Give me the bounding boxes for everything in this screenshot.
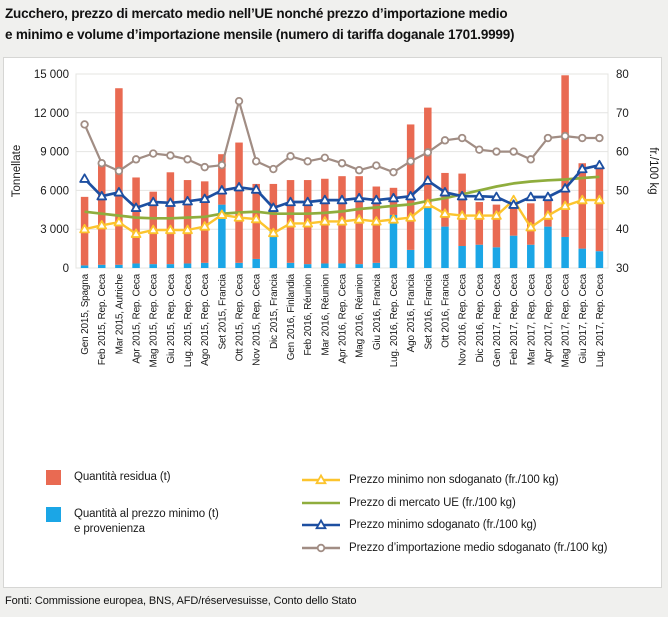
svg-text:Giu 2015, Rep. Ceca: Giu 2015, Rep. Ceca bbox=[165, 274, 177, 364]
svg-text:Mar 2017, Rep. Ceca: Mar 2017, Rep. Ceca bbox=[526, 274, 538, 366]
legend-item-prezzo-minimo bbox=[46, 507, 301, 538]
legend-prezzo-minimo-label bbox=[74, 507, 219, 538]
chart-legend bbox=[4, 470, 661, 556]
svg-text:Feb 2017, Rep. Ceca: Feb 2017, Rep. Ceca bbox=[509, 274, 521, 366]
legend-minimo-non-sdoganato-label: Prezzo minimo non sdoganato (fr./100 kg) bbox=[349, 474, 559, 486]
svg-text:60: 60 bbox=[616, 146, 629, 159]
svg-text:40: 40 bbox=[616, 224, 629, 237]
yellow-triangle-line-icon bbox=[301, 473, 341, 486]
svg-text:Mag 2017, Rep. Ceca: Mag 2017, Rep. Ceca bbox=[560, 274, 572, 368]
svg-text:Apr 2017, Rep. Ceca: Apr 2017, Rep. Ceca bbox=[543, 274, 555, 364]
legend-mercato-ue-label: Prezzo di mercato UE (fr./100 kg) bbox=[349, 496, 516, 509]
svg-text:Set 2015, Francia: Set 2015, Francia bbox=[217, 274, 229, 350]
svg-text:Feb 2016, Réunion: Feb 2016, Réunion bbox=[303, 274, 315, 356]
legend-importazione-medio-label: Prezzo d’importazione medio sdoganato (fr./100 kg) bbox=[349, 541, 608, 554]
svg-text:Set 2016, Francia: Set 2016, Francia bbox=[423, 274, 435, 350]
svg-text:Gen 2017, Rep. Ceca: Gen 2017, Rep. Ceca bbox=[491, 274, 503, 367]
prezzo-minimo-swatch-icon bbox=[46, 507, 61, 522]
svg-text:Tonnellate: Tonnellate bbox=[11, 144, 23, 198]
svg-text:Feb 2015, Rep. Ceca: Feb 2015, Rep. Ceca bbox=[97, 274, 109, 366]
svg-text:80: 80 bbox=[616, 69, 629, 81]
chart-box bbox=[3, 57, 662, 588]
svg-text:30: 30 bbox=[616, 263, 629, 275]
svg-text:Mag 2015, Rep. Ceca: Mag 2015, Rep. Ceca bbox=[148, 274, 160, 368]
svg-text:Gen 2015, Spagna: Gen 2015, Spagna bbox=[80, 274, 92, 355]
page-title-line1: Zucchero, prezzo di mercato medio nell’UE nonché prezzo d’importazione medio bbox=[5, 6, 508, 21]
source-note: Fonti: Commissione europea, BNS, AFD/réservesuisse, Conto dello Stato bbox=[5, 595, 357, 607]
page-title-line2: e minimo e volume d’importazione mensile (numero di tariffa doganale 1701.9999) bbox=[5, 26, 515, 42]
svg-text:12 000: 12 000 bbox=[33, 107, 69, 120]
svg-text:Ott 2015, Rep. Ceca: Ott 2015, Rep. Ceca bbox=[234, 274, 246, 362]
chart-canvas bbox=[4, 58, 661, 466]
svg-text:9 000: 9 000 bbox=[40, 146, 69, 159]
green-line-icon bbox=[301, 496, 341, 509]
svg-text:Ago 2016, Francia: Ago 2016, Francia bbox=[406, 274, 418, 353]
svg-text:Giu 2017, Rep. Ceca: Giu 2017, Rep. Ceca bbox=[577, 274, 589, 364]
svg-text:Dic 2015, Francia: Dic 2015, Francia bbox=[268, 274, 280, 349]
svg-text:0: 0 bbox=[62, 263, 69, 275]
legend-line-column bbox=[301, 473, 661, 556]
residua-swatch-icon bbox=[46, 470, 61, 485]
svg-text:Mar 2015, Autriche: Mar 2015, Autriche bbox=[114, 274, 126, 355]
svg-text:70: 70 bbox=[616, 107, 629, 120]
svg-text:50: 50 bbox=[616, 185, 629, 198]
svg-text:3 000: 3 000 bbox=[40, 224, 69, 237]
page-title bbox=[5, 4, 663, 46]
legend-prezzo-minimo-line2: e provenienza bbox=[74, 523, 145, 536]
legend-residua-label: Quantità residua (t) bbox=[74, 471, 171, 483]
brown-circle-line-icon bbox=[301, 541, 341, 554]
svg-text:Dic 2016, Rep. Ceca: Dic 2016, Rep. Ceca bbox=[474, 273, 486, 363]
svg-text:Mar 2016, Réunion: Mar 2016, Réunion bbox=[320, 274, 332, 356]
legend-item-minimo-non-sdoganato bbox=[301, 473, 661, 489]
legend-bar-column bbox=[46, 470, 301, 538]
legend-prezzo-minimo-line1: Quantità al prezzo minimo (t) bbox=[74, 507, 219, 520]
svg-text:Nov 2015, Rep. Ceca: Nov 2015, Rep. Ceca bbox=[251, 274, 263, 366]
svg-text:Lug. 2016, Rep. Ceca: Lug. 2016, Rep. Ceca bbox=[388, 274, 400, 368]
svg-text:15 000: 15 000 bbox=[33, 69, 69, 81]
svg-text:Lug. 2017, Rep. Ceca: Lug. 2017, Rep. Ceca bbox=[594, 274, 606, 368]
legend-item-importazione-medio bbox=[301, 541, 661, 557]
legend-item-residua bbox=[46, 470, 301, 486]
svg-text:fr./100 kg: fr./100 kg bbox=[647, 147, 659, 195]
svg-text:Apr 2015, Rep. Ceca: Apr 2015, Rep. Ceca bbox=[131, 274, 143, 364]
svg-text:Gen 2016, Finlandia: Gen 2016, Finlandia bbox=[286, 274, 298, 361]
svg-text:Mag 2016, Réunion: Mag 2016, Réunion bbox=[354, 274, 366, 358]
legend-item-minimo-sdoganato bbox=[301, 518, 661, 534]
svg-text:Ott 2016, Francia: Ott 2016, Francia bbox=[440, 274, 452, 348]
svg-text:Ago 2015, Rep. Ceca: Ago 2015, Rep. Ceca bbox=[200, 274, 212, 366]
legend-minimo-sdoganato-label: Prezzo minimo sdoganato (fr./100 kg) bbox=[349, 519, 537, 532]
blue-triangle-line-icon bbox=[301, 518, 341, 531]
svg-text:Lug. 2015, Rep. Ceca: Lug. 2015, Rep. Ceca bbox=[183, 274, 195, 368]
svg-text:Apr 2016, Rep. Ceca: Apr 2016, Rep. Ceca bbox=[337, 274, 349, 364]
legend-item-mercato-ue bbox=[301, 496, 661, 512]
svg-text:Giu 2016, Francia: Giu 2016, Francia bbox=[371, 274, 383, 351]
svg-text:6 000: 6 000 bbox=[40, 185, 69, 198]
svg-text:Nov 2016, Rep. Ceca: Nov 2016, Rep. Ceca bbox=[457, 274, 469, 366]
